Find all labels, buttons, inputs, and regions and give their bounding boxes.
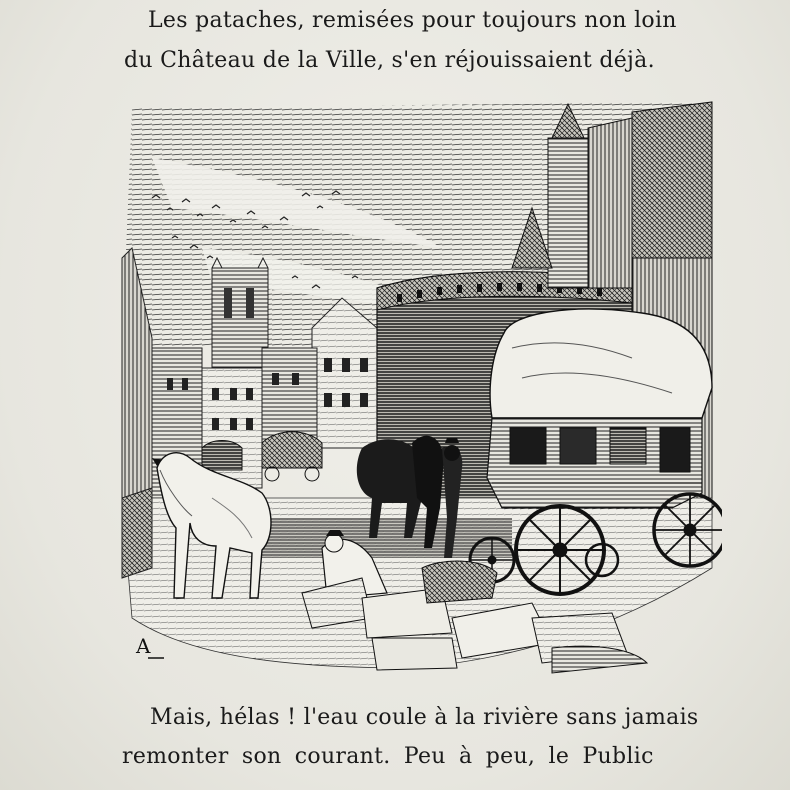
artist-monogram	[135, 634, 164, 658]
engraving-illustration	[112, 98, 722, 680]
bottom-paragraph-line-2: remonter son courant. Peu à peu, le Public	[122, 744, 654, 769]
artist-monogram-text: A	[136, 634, 151, 658]
distant-cathedral	[212, 258, 268, 378]
top-paragraph-line-1: Les pataches, remisées pour toujours non loin	[148, 8, 677, 33]
top-paragraph-line-2: du Château de la Ville, s'en réjouissaient déjà.	[124, 48, 655, 73]
bottom-paragraph-line-1: Mais, hélas ! l'eau coule à la rivière sans jamais	[150, 705, 699, 730]
stagecoach	[487, 309, 712, 508]
